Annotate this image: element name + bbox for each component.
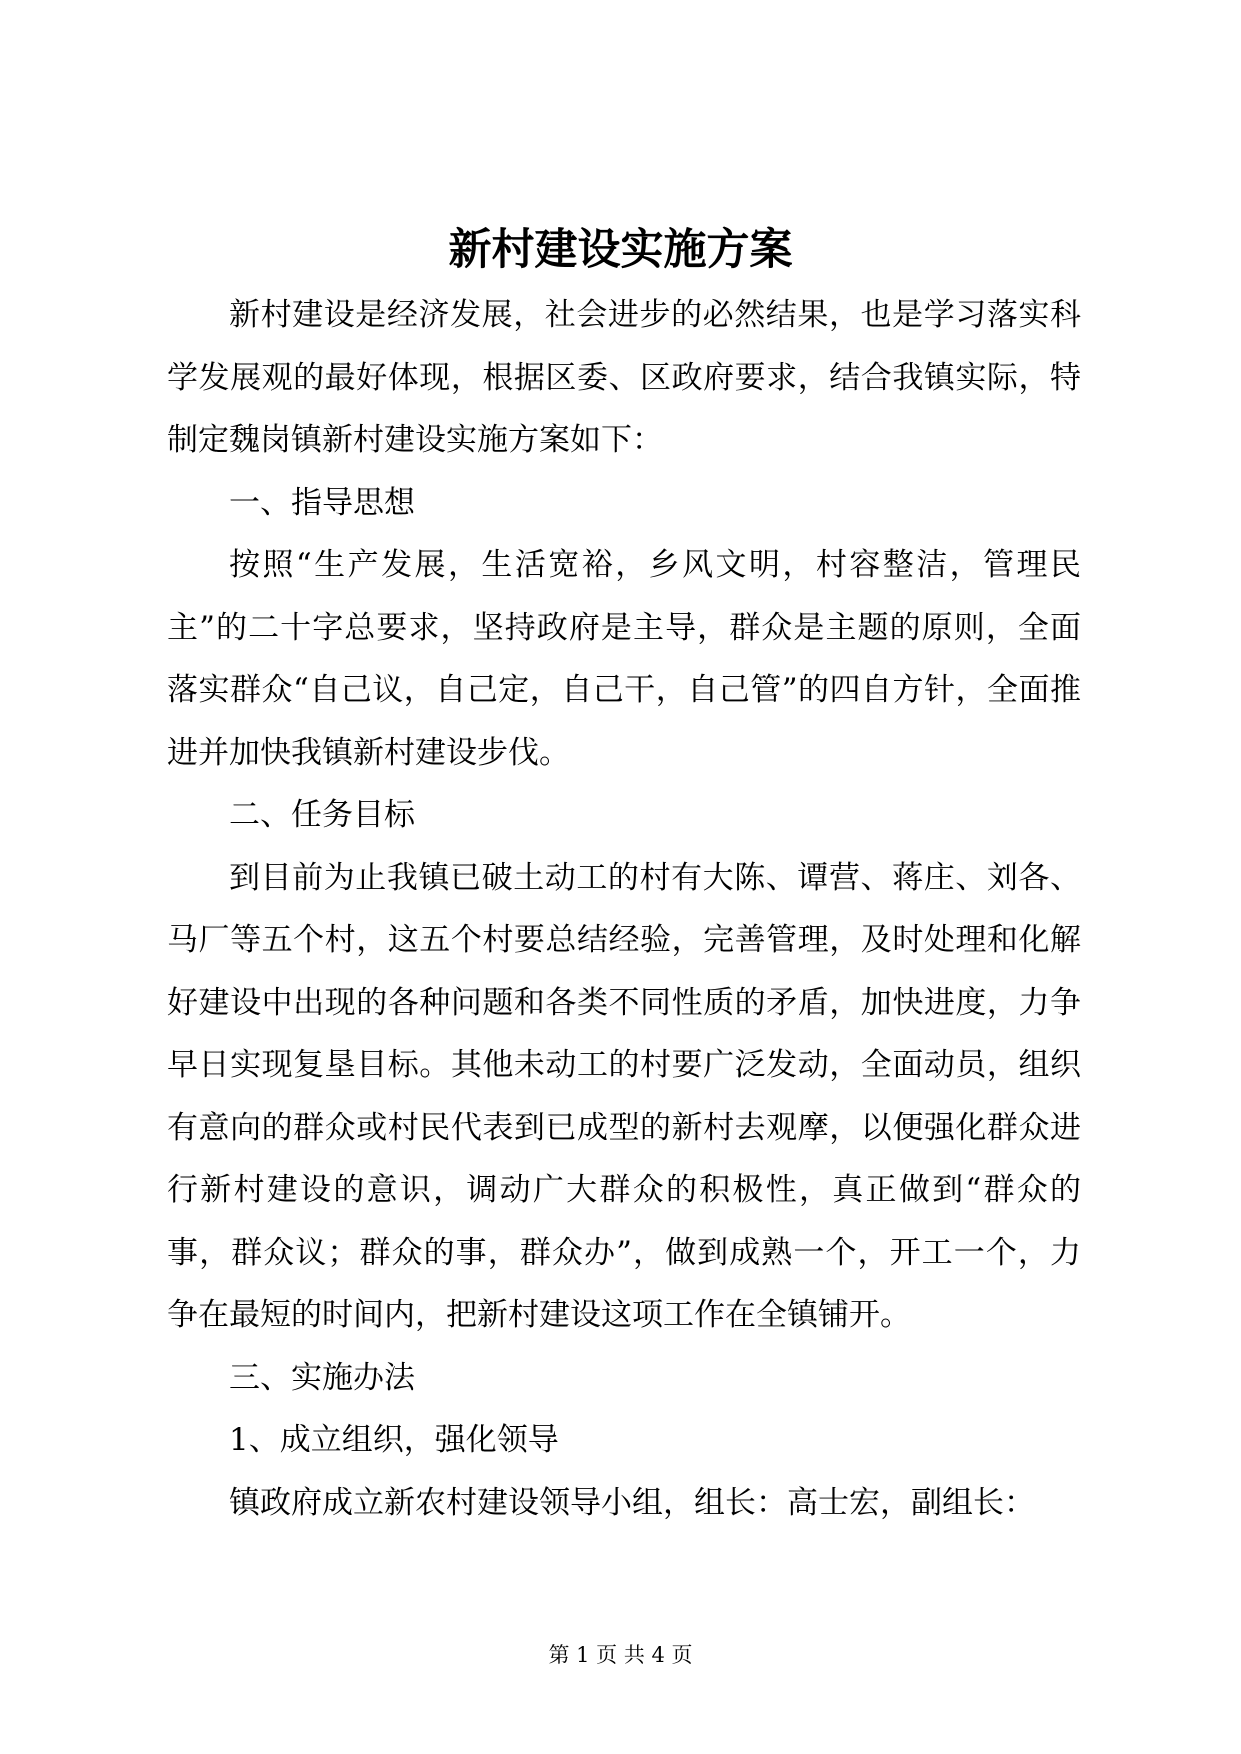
- section-heading-implementation: 三、实施办法: [229, 1359, 415, 1396]
- intro-paragraph: 新村建设是经济发展，社会进步的必然结果，也是学习落实科学发展观的最好体现，根据区委、区政府要求，结合我镇实际，特制定魏岗镇新村建设实施方案如下：: [167, 297, 1081, 458]
- section-heading-task-goals: 二、任务目标: [229, 797, 415, 833]
- organization-paragraph: 镇政府成立新农村建设领导小组，组长：高士宏，副组长：: [229, 1484, 1035, 1521]
- task-goals-paragraph: 到目前为止我镇已破土动工的村有大陈、谭营、蒋庄、刘各、马厂等五个村，这五个村要总结经验，完善管理，及时处理和化解好建设中出现的各种问题和各类不同性质的矛盾，加快进度，力争早日实现复垦目标。其他未动工的村要广泛发动，全面动员，组织有意向的群众或村民代表到已成型的新村去观摩，以便强化群众进行新村建设的意识，调动广大群众的积极性，真正做到“群众的事，群众议；群众的事，群众办”，做到成熟一个，开工一个，力争在最短的时间内，把新村建设这项工作在全镇铺开。: [167, 859, 1081, 1333]
- section-heading-guiding-ideology: 一、指导思想: [229, 484, 415, 521]
- document-body: [167, 284, 1081, 1534]
- subsection-heading-organization: 1、成立组织，强化领导: [229, 1422, 559, 1458]
- document-title: 新村建设实施方案: [448, 225, 793, 275]
- guiding-ideology-paragraph: 按照“生产发展，生活宽裕，乡风文明，村容整洁，管理民主”的二十字总要求，坚持政府是主导，群众是主题的原则，全面落实群众“自己议，自己定，自己干，自己管”的四自方针，全面推进并加快我镇新村建设步伐。: [167, 547, 1081, 771]
- page-footer: 第 1 页 共 4 页: [548, 1643, 693, 1667]
